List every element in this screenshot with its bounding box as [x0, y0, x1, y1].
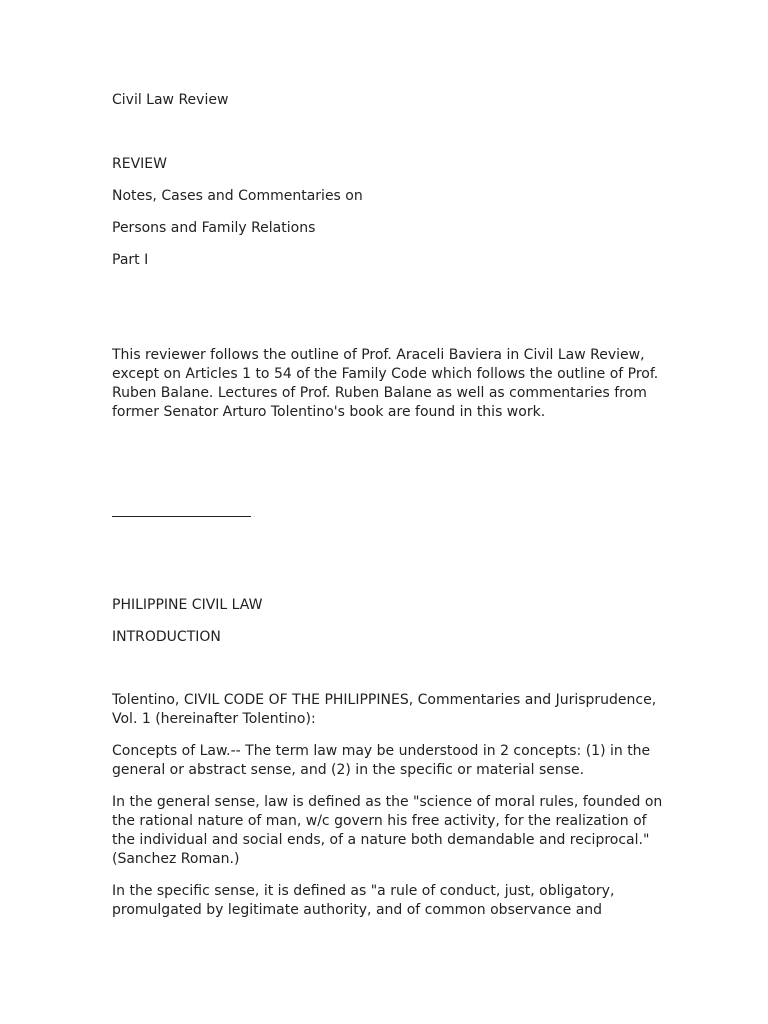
separator-line	[112, 516, 251, 517]
concepts-paragraph: Concepts of Law.-- The term law may be understood in 2 concepts: (1) in the general or abstract sense, and (2) in the specific or material sense.	[112, 743, 651, 778]
general-sense-paragraph: In the general sense, law is defined as the "science of moral rules, founded on the rational nature of man, w/c govern his free activity, for the realization of the individual and social ends, of a nature both demandable and reciprocal." (Sanchez Roman.)	[112, 794, 663, 867]
section-title: PHILIPPINE CIVIL LAW	[112, 597, 263, 613]
subtitle-line-1: Notes, Cases and Commentaries on	[112, 188, 363, 204]
subtitle-line-2: Persons and Family Relations	[112, 220, 316, 236]
specific-sense-paragraph: In the specific sense, it is defined as "a rule of conduct, just, obligatory, promulgated by legitimate authority, and of common observance and	[112, 883, 615, 918]
review-heading: REVIEW	[112, 156, 167, 172]
header-title: Civil Law Review	[112, 92, 229, 108]
part-label: Part I	[112, 252, 149, 268]
source-citation: Tolentino, CIVIL CODE OF THE PHILIPPINES, Commentaries and Jurisprudence, Vol. 1 (hereinafter Tolentino):	[112, 692, 657, 727]
section-subtitle: INTRODUCTION	[112, 629, 221, 645]
intro-paragraph: This reviewer follows the outline of Prof. Araceli Baviera in Civil Law Review, except on Articles 1 to 54 of the Family Code which follows the outline of Prof. Ruben Balane. Lectures of Prof. Ruben Balane as well as commentaries from former Senator Arturo Tolentino's book are found in this work.	[112, 347, 659, 420]
